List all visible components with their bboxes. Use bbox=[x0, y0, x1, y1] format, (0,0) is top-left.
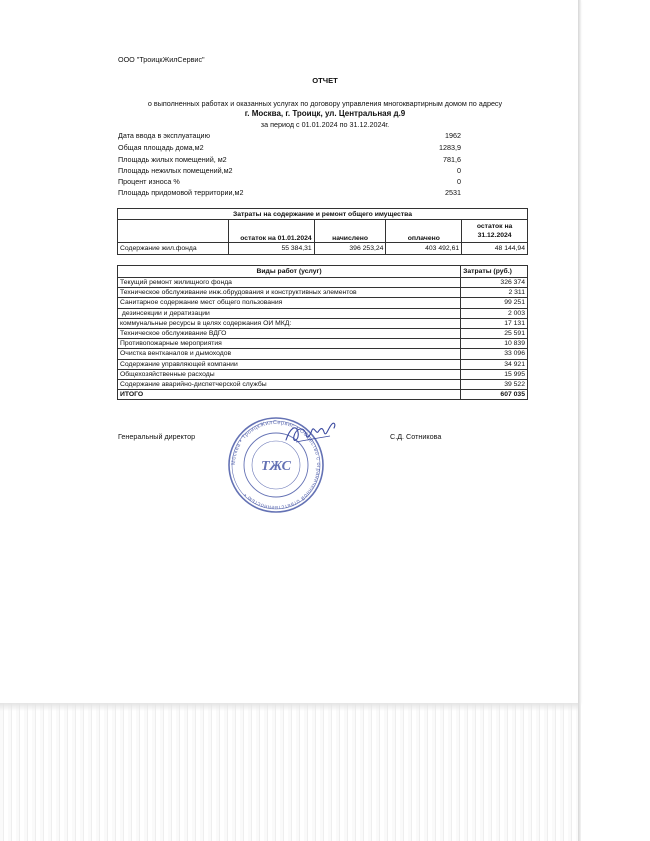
report-title: ОТЧЕТ bbox=[312, 76, 338, 85]
work-label: Противопожарные мероприятия bbox=[118, 339, 461, 349]
table-row bbox=[118, 308, 528, 318]
report-subtitle: о выполненных работах и оказанных услугах по договору управления многоквартирным домом по адресу bbox=[147, 99, 503, 108]
work-cost: 39 522 bbox=[461, 379, 528, 389]
signatory-name: С.Д. Сотникова bbox=[390, 432, 442, 441]
table-row bbox=[118, 369, 528, 379]
work-cost: 326 374 bbox=[461, 278, 528, 288]
costs-col-opening: остаток на 01.01.2024 bbox=[228, 220, 314, 243]
work-cost: 34 921 bbox=[461, 359, 528, 369]
costs-table bbox=[117, 208, 528, 255]
costs-col-closing-line2: 31.12.2024 bbox=[477, 232, 512, 239]
work-cost: 25 591 bbox=[461, 328, 528, 338]
table-row bbox=[118, 298, 528, 308]
total-row bbox=[118, 390, 528, 400]
info-value: 781,6 bbox=[443, 155, 461, 164]
table-row bbox=[118, 288, 528, 298]
table-row bbox=[118, 318, 528, 328]
work-label: Содержание управляющей компании bbox=[118, 359, 461, 369]
work-cost: 2 311 bbox=[461, 288, 528, 298]
signatory-position: Генеральный директор bbox=[118, 432, 196, 441]
costs-heading: Затраты на содержание и ремонт общего имущества bbox=[118, 209, 528, 220]
table-row bbox=[118, 339, 528, 349]
costs-col-charged: начислено bbox=[314, 220, 386, 243]
costs-row-label: Содержание жил.фонда bbox=[118, 243, 229, 255]
info-label: Общая площадь дома,м2 bbox=[118, 143, 204, 152]
costs-cell: 396 253,24 bbox=[314, 243, 386, 255]
table-row bbox=[118, 278, 528, 288]
work-cost: 17 131 bbox=[461, 318, 528, 328]
work-label: Текущий ремонт жилищного фонда bbox=[118, 278, 461, 288]
info-value: 0 bbox=[457, 166, 461, 175]
costs-header-empty bbox=[118, 220, 229, 243]
table-row bbox=[118, 379, 528, 389]
total-label: ИТОГО bbox=[118, 390, 461, 400]
table-row bbox=[118, 243, 528, 255]
costs-cell: 48 144,94 bbox=[462, 243, 528, 255]
work-cost: 33 096 bbox=[461, 349, 528, 359]
stamp-logo-text: ТЖС bbox=[261, 459, 291, 474]
scan-background bbox=[0, 703, 578, 841]
costs-col-closing-line1: остаток на bbox=[476, 222, 513, 230]
info-label: Площадь жилых помещений, м2 bbox=[118, 155, 227, 164]
org-name: ООО "ТроицкЖилСервис" bbox=[118, 55, 205, 64]
costs-col-closing bbox=[462, 220, 528, 243]
report-address: г. Москва, г. Троицк, ул. Центральная д.9 bbox=[244, 109, 406, 118]
work-label: Техническое обслуживание инж.обрудования и конструктивных элементов bbox=[118, 288, 461, 298]
work-label: коммунальные ресурсы в целях содержания ОИ МКД: bbox=[118, 318, 461, 328]
work-cost: 10 839 bbox=[461, 339, 528, 349]
table-row bbox=[118, 349, 528, 359]
info-value: 0 bbox=[457, 177, 461, 186]
work-cost: 2 003 bbox=[461, 308, 528, 318]
costs-col-paid: оплачено bbox=[386, 220, 462, 243]
work-label: Техническое обслуживание ВДГО bbox=[118, 328, 461, 338]
work-label: Общехозяйственные расходы bbox=[118, 369, 461, 379]
signature-icon bbox=[282, 418, 342, 452]
stamp-ring-text: Москва • ТроицкЖилСервис • Общество с ограниченной ответственностью • bbox=[230, 419, 322, 511]
works-table bbox=[117, 265, 528, 400]
table-row bbox=[118, 328, 528, 338]
works-col-type: Виды работ (услуг) bbox=[118, 266, 461, 278]
info-value: 1283,9 bbox=[439, 143, 461, 152]
costs-cell: 403 492,61 bbox=[386, 243, 462, 255]
work-cost: 99 251 bbox=[461, 298, 528, 308]
table-row bbox=[118, 359, 528, 369]
work-label: дезинсекции и дератизации bbox=[118, 308, 461, 318]
info-label: Площадь нежилых помещений,м2 bbox=[118, 166, 233, 175]
info-label: Площадь придомовой территории,м2 bbox=[118, 188, 244, 197]
work-label: Санитарное содержание мест общего пользования bbox=[118, 298, 461, 308]
works-col-cost: Затраты (руб.) bbox=[461, 266, 528, 278]
work-cost: 15 995 bbox=[461, 369, 528, 379]
total-value: 607 035 bbox=[461, 390, 528, 400]
work-label: Очистка вентканалов и дымоходов bbox=[118, 349, 461, 359]
info-label: Процент износа % bbox=[118, 177, 180, 186]
info-value: 1962 bbox=[445, 131, 461, 140]
info-value: 2531 bbox=[445, 188, 461, 197]
costs-cell: 55 384,31 bbox=[228, 243, 314, 255]
report-period: за период с 01.01.2024 по 31.12.2024г. bbox=[260, 120, 390, 129]
work-label: Содержание аварийно-диспетчерской службы bbox=[118, 379, 461, 389]
info-label: Дата ввода в эксплуатацию bbox=[118, 131, 210, 140]
page-edge bbox=[578, 0, 581, 841]
